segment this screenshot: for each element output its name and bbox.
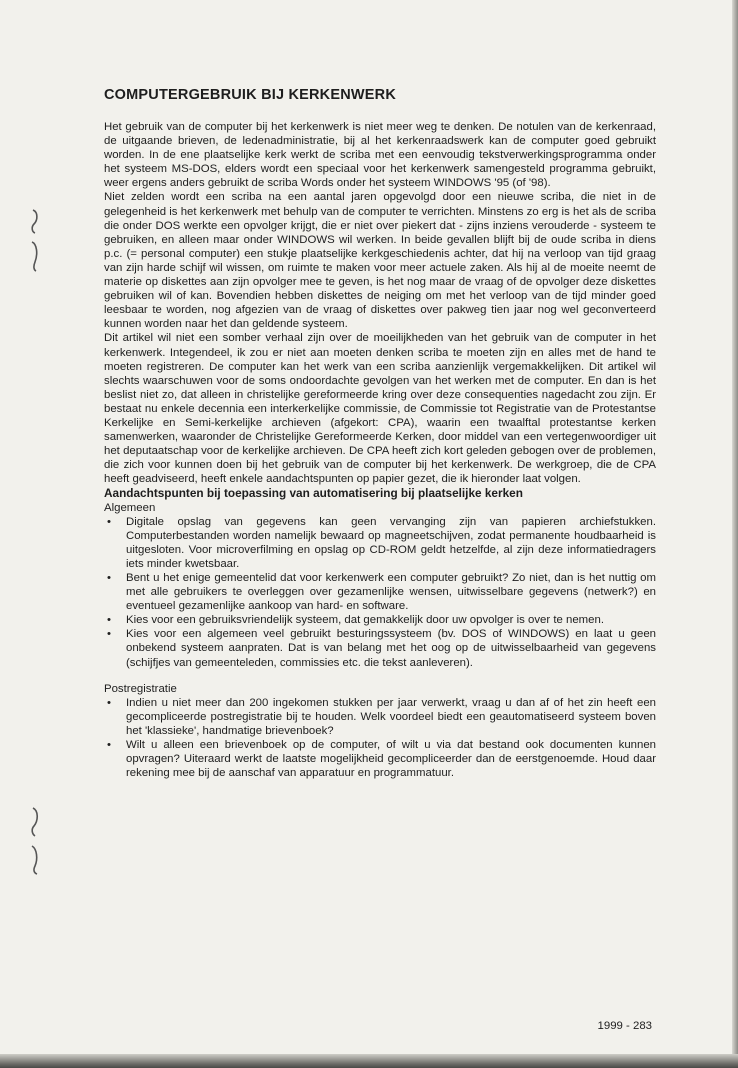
article-body	[104, 120, 656, 780]
bullet-list-postregistratie	[104, 696, 656, 781]
bullet-icon: •	[107, 572, 111, 584]
intro-paragraph: Het gebruik van de computer bij het kerkenwerk is niet meer weg te denken. De notulen van de kerkenraad, de uitgaande brieven, de ledenadministratie, bij al het kerkenraadswerk kan de computer goed gebruikt worden. In de ene plaatselijke kerk werkt de scriba met een eenvoudig tekstverwerkingsprogramma onder het systeem MS-DOS, elders wordt een speciaal voor het kerkenwerk samengesteld programma gebruikt, weer ergens anders gebruikt de scriba Words onder het systeem WINDOWS '95 (of '98).	[104, 121, 656, 190]
page-bottom-shadow	[0, 1054, 738, 1068]
list-item: • Kies voor een algemeen veel gebruikt besturingssysteem (bv. DOS of WINDOWS) en laat u geen onbekend systeem aanpraten. Dat is van belang met het oog op de uitwisselbaarheid van gegevens (schijfjes van gemeenteleden, commissies etc. die tekst aanleveren).	[107, 628, 656, 669]
binder-clip-mark-icon	[24, 206, 46, 276]
list-item: • Digitale opslag van gegevens kan geen vervanging zijn van papieren archiefstukken. Computerbestanden worden namelijk bewaard op magneetschijven, zodat permanente houdbaarheid is uitgesloten. Voor microverfilming en opslag op CD-ROM geldt hetzelfde, al zijn deze informatiedragers iets minder kwetsbaar.	[107, 515, 656, 570]
list-item: • Indien u niet meer dan 200 ingekomen stukken per jaar verwerkt, vraag u dan af of het zin heeft een gecompliceerde postregistratie bij te houden. Welk voordeel biedt een geautomatiseerd systeem boven het 'klassieke', handmatige brievenboek?	[107, 696, 656, 737]
list-item: • Kies voor een gebruiksvriendelijk systeem, dat gemakkelijk door uw opvolger is over te nemen.	[107, 614, 605, 627]
bullet-icon: •	[107, 739, 111, 752]
list-item: • Bent u het enige gemeentelid dat voor kerkenwerk een computer gebruikt? Zo niet, dan is het nuttig om met alle gebruikers te overleggen over gezamenlijke wensen, uitwisselbare gegevens (netwerk?) en eventueel gezamenlijke aankoop van hard- en software.	[107, 572, 656, 613]
intro-paragraph: Niet zelden wordt een scriba na een aantal jaren opgevolgd door een nieuwe scriba, die niet in de gelegenheid is het kerkenwerk met behulp van de computer te verrichten. Minstens zo erg is het als de scriba die onder DOS werkte een opvolger krijgt, die er niet over piekert dat - zijns inziens verouderde - systeem te gebruiken, en alleen maar onder WINDOWS wil werken. In beide gevallen blijft bij de oude scriba in diens p.c. (= personal computer) een stukje plaatselijke kerkgeschiedenis achter, dat hij na verloop van tijd graag van zijn harde schijf wil wissen, om ruimte te maken voor meer actuele zaken. Als hij al de moeite neemt de materie op diskettes aan zijn opvolger mee te geven, is het nog maar de vraag of de opvolger deze diskettes gebruiken wil of kan. Bovendien hebben diskettes de neiging om met het verloop van de tijd minder goed leesbaar te worden, nog afgezien van de vraag of diskettes over pakweg tien jaar nog wel geconverteerd kunnen worden naar het dan geldende systeem.	[104, 191, 656, 331]
page-edge-shadow	[732, 0, 738, 1068]
list-item: • Wilt u alleen een brievenboek op de computer, of wilt u via dat bestand ook documenten kunnen opvragen? Uiteraard werkt de laatste mogelijkheid gecompliceerder dan de eerstgenoemde. Houd daar rekening mee bij de aanschaf van apparatuur en programmatuur.	[107, 739, 656, 780]
page-number: 1999 - 283	[597, 1020, 652, 1032]
intro-paragraph: Dit artikel wil niet een somber verhaal zijn over de moeilijkheden van het gebruik van de computer in het kerkenwerk. Integendeel, ik zou er niet aan moeten denken scriba te moeten zijn en alles met de hand te moeten registreren. De computer kan het werk van een scriba aanzienlijk vergemakkelijken. Dit artikel wil slechts waarschuwen voor de soms ondoordachte gevolgen van het werken met de computer. En dan is het beslist niet zo, dat alleen in christelijke gereformeerde kring over deze consequenties nagedacht zou zijn. Er bestaat nu enkele decennia een interkerkelijke commissie, de Commissie tot Registratie van de Protestantse Kerkelijke en Semi-kerkelijke archieven (afgekort: CPA), waarin een twaalftal protestantse kerken samenwerken, waaronder de Christelijke Gereformeerde Kerken, door middel van een vertegenwoordiger uit het deputaatschap voor de kerkelijke archieven. De CPA heeft zich kort geleden gebogen over de problemen, die zich voor kunnen doen bij het gebruik van de computer bij het kerkenwerk. De werkgroep, die de CPA heeft geadviseerd, heeft enkele aandachtspunten op papier gezet, die ik hieronder laat volgen.	[104, 332, 656, 486]
bullet-icon: •	[107, 515, 111, 528]
bullet-list-algemeen	[104, 515, 656, 670]
bullet-icon: •	[107, 614, 111, 627]
group-label-algemeen: Algemeen	[104, 501, 156, 514]
bullet-icon: •	[107, 696, 111, 709]
article-title: COMPUTERGEBRUIK BIJ KERKENWERK	[104, 87, 396, 103]
binder-clip-mark-icon	[24, 806, 46, 876]
bullet-icon: •	[107, 628, 111, 641]
section-title: Aandachtspunten bij toepassing van automatisering bij plaatselijke kerken	[104, 486, 523, 501]
group-label-postregistratie: Postregistratie	[104, 682, 177, 695]
